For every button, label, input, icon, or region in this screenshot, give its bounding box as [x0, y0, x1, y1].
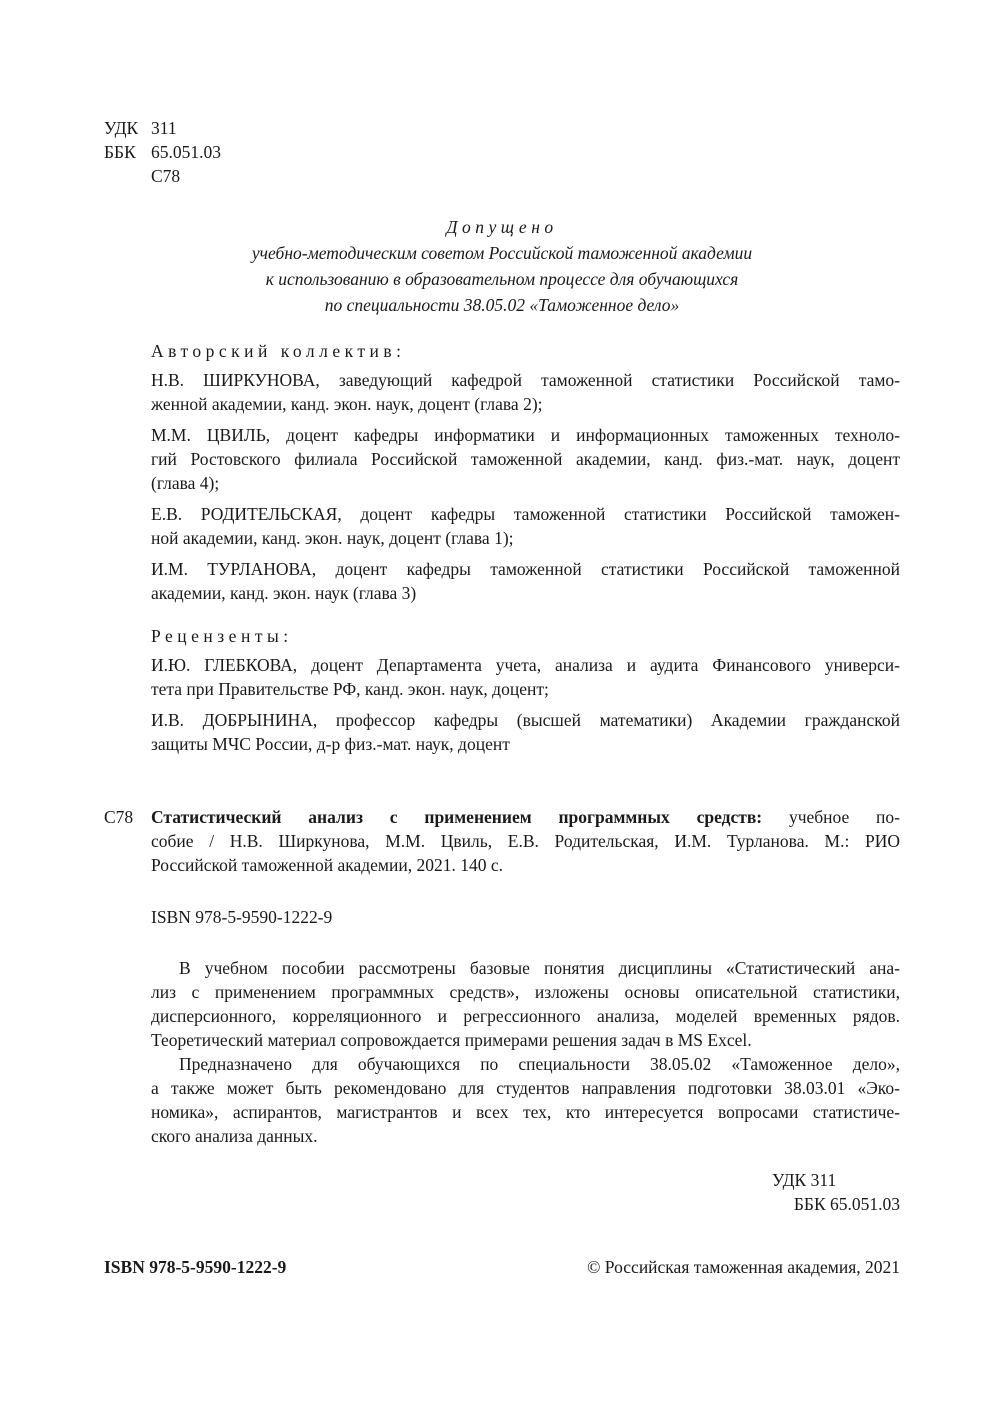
annotation-paragraph: Предназначено для обучающихся по специальности 38.05.02 «Таможенное дело», а также может быть рекомендовано для студентов направления подготовки 38.03.01 «Эко- номика», аспирантов, магистрантов и всех тех, кто интересуется вопросами статистиче- ского анализа данных.: [151, 1054, 900, 1146]
bibliography-line: Статистический анализ с применением программных средств: учебное по-: [151, 807, 901, 827]
approval-line: к использованию в образовательном процессе для обучающихся: [265, 269, 739, 289]
authors-section: [151, 339, 900, 612]
approval-line: учебно-методическим советом Российской таможенной академии: [251, 243, 753, 263]
reviewers-heading: Рецензенты:: [151, 626, 293, 646]
author-mark: С78: [151, 166, 181, 186]
footer-bbk: ББК 65.051.03: [793, 1194, 900, 1214]
reviewers-section: [151, 624, 900, 763]
authors-heading: Авторский коллектив:: [151, 341, 406, 361]
classification-indexes: [104, 116, 221, 188]
approval-line: по специальности 38.05.02 «Таможенное дело»: [324, 295, 680, 315]
bibliography-line: собие / Н.В. Ширкунова, М.М. Цвиль, Е.В. Родительская, И.М. Турланова. М.: РИО: [151, 831, 900, 851]
udk-index: УДК 311: [104, 118, 177, 138]
bibliography-record: [151, 805, 900, 877]
bbk-index: ББК 65.051.03: [104, 142, 221, 162]
approval-title: Допущено: [446, 217, 558, 237]
footer-copyright: © Российская таможенная академия, 2021: [587, 1257, 900, 1277]
annotation-paragraph: В учебном пособии рассмотрены базовые понятия дисциплины «Статистический ана- лиз с применением программных средств», изложены основы описательной статистики, дисперсионного, корреляционного и регрессионного анализа, моделей временных рядов. Теоретический материал сопровождается примерами решения задач в MS Excel.: [151, 958, 900, 1050]
isbn-line: ISBN 978-5-9590-1222-9: [151, 907, 333, 927]
bibliography-line: Российской таможенной академии, 2021. 140 с.: [151, 855, 503, 875]
author-entry: Н.В. ШИРКУНОВА, заведующий кафедрой таможенной статистики Российской тамо- женной академии, канд. экон. наук, доцент (глава 2);: [151, 370, 900, 414]
author-entry: И.М. ТУРЛАНОВА, доцент кафедры таможенной статистики Российской таможенной академии, канд. экон. наук (глава 3): [151, 559, 900, 603]
reviewer-entry: И.В. ДОБРЫНИНА, профессор кафедры (высшей математики) Академии гражданской защиты МЧС России, д-р физ.-мат. наук, доцент: [151, 710, 900, 754]
reviewer-entry: И.Ю. ГЛЕБКОВА, доцент Департамента учета, анализа и аудита Финансового универси- тета при Правительстве РФ, канд. экон. наук, доцент;: [151, 655, 900, 699]
annotation: [151, 956, 900, 1148]
approval-block: [0, 214, 1004, 318]
author-entry: Е.В. РОДИТЕЛЬСКАЯ, доцент кафедры таможенной статистики Российской таможен- ной академии, канд. экон. наук, доцент (глава 1);: [151, 504, 900, 548]
author-entry: М.М. ЦВИЛЬ, доцент кафедры информатики и информационных таможенных техноло- гий Ростовского филиала Российской таможенной академии, канд. физ.-мат. наук, доцент (глава 4);: [151, 425, 900, 493]
footer-isbn: ISBN 978-5-9590-1222-9: [104, 1257, 287, 1277]
bibliography-mark: С78: [104, 807, 134, 827]
footer-udk: УДК 311: [772, 1170, 837, 1190]
